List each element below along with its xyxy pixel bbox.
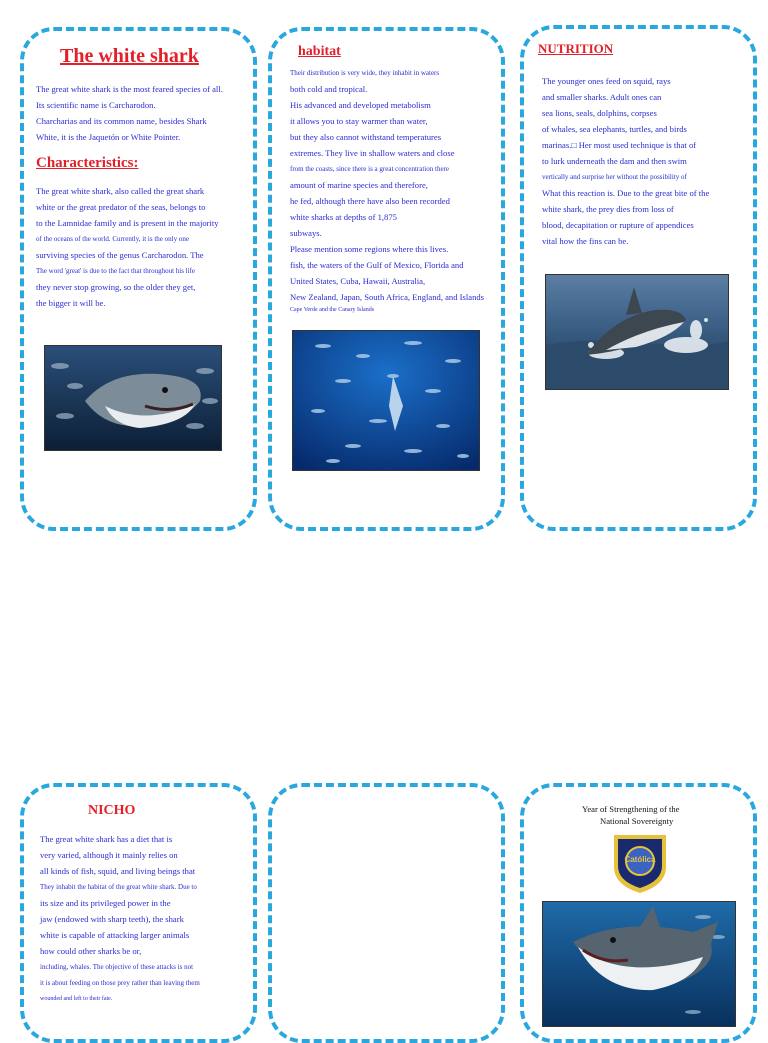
text-line: blood, decapitation or rupture of appendices [542, 220, 694, 230]
text-line: The younger ones feed on squid, rays [542, 76, 671, 86]
text-line: very varied, although it mainly relies on [40, 850, 178, 860]
panel-title: habitat [298, 44, 341, 59]
body-text [542, 73, 742, 249]
text-line: they never stop growing, so the older they get, [36, 282, 196, 292]
text-line: of whales, sea elephants, turtles, and birds [542, 124, 687, 134]
breach-photo [545, 274, 729, 390]
text-line: His advanced and developed metabolism [290, 100, 431, 110]
panel-habitat [268, 27, 505, 531]
text-line: jaw (endowed with sharp teeth), the shark [40, 914, 184, 924]
panel-title: NICHO [88, 803, 136, 818]
panel-empty [268, 783, 505, 1043]
text-line: vertically and surprise her without the possibility of [542, 173, 687, 181]
body-text [290, 65, 502, 315]
panel-title: NUTRITION [538, 41, 614, 56]
text-line: how could other sharks be or, [40, 946, 142, 956]
text-line: he fed, although there have also been recorded [290, 196, 450, 206]
text-line: the bigger it will be. [36, 298, 106, 308]
shark-closeup-image [45, 346, 222, 451]
panel-title: The white shark [60, 45, 199, 67]
text-line: They inhabit the habitat of the great white shark. Due to [40, 883, 197, 891]
panel-nicho [20, 783, 257, 1043]
text-line: all kinds of fish, squid, and living beings that [40, 866, 196, 876]
text-line: Its scientific name is Carcharodon. [36, 100, 156, 110]
text-line: to lurk underneath the dam and then swim [542, 156, 687, 166]
text-line: fish, the waters of the Gulf of Mexico, Florida and [290, 260, 464, 270]
cover-header [582, 803, 732, 827]
text-line: white sharks at depths of 1,875 [290, 212, 397, 222]
logo-text: Católica [624, 855, 656, 864]
underwater-school-image [293, 331, 480, 471]
text-line: its size and its privileged power in the [40, 898, 171, 908]
text-line: it is about feeding on those prey rather than leaving them [40, 979, 200, 987]
text-line: White, it is the Jaquetón or White Pointer. [36, 132, 181, 142]
text-line: United States, Cuba, Hawaii, Australia, [290, 276, 426, 286]
text-line: white shark, the prey dies from loss of [542, 204, 674, 214]
header-line-1: Year of Strengthening of the [582, 804, 680, 814]
text-line: Their distribution is very wide, they inhabit in waters [290, 69, 440, 77]
shark-photo [44, 345, 222, 451]
header-line-2: National Sovereignty [600, 816, 674, 826]
panel-cover [520, 783, 757, 1043]
text-line: from the coasts, since there is a great concentration there [290, 165, 449, 173]
text-line: extremes. They live in shallow waters and close [290, 148, 455, 158]
text-line: both cold and tropical. [290, 84, 368, 94]
text-line: vital how the fins can be. [542, 236, 629, 246]
text-line: but they also cannot withstand temperatures [290, 132, 442, 142]
school-logo [610, 831, 670, 895]
text-line: to the Lamnidae family and is present in the majority [36, 218, 219, 228]
text-line: white is capable of attacking larger animals [40, 930, 190, 940]
body-text [40, 831, 247, 1007]
breaching-shark-image [546, 275, 729, 390]
text-line: The great white shark, also called the great shark [36, 186, 205, 196]
school-photo [292, 330, 480, 471]
text-line: subways. [290, 228, 322, 238]
text-line: Please mention some regions where this lives. [290, 244, 449, 254]
panel-nutrition [520, 25, 757, 531]
text-line: surviving species of the genus Carcharodon. The [36, 250, 204, 260]
text-line: including, whales. The objective of these attacks is not [40, 963, 194, 971]
text-line: The great white shark has a diet that is [40, 834, 173, 844]
text-line: of the oceans of the world. Currently, it is the only one [36, 235, 189, 243]
body-text [36, 183, 246, 311]
text-line: The great white shark is the most feared species of all. [36, 84, 223, 94]
text-line: New Zealand, Japan, South Africa, England, and Islands [290, 292, 485, 302]
text-line: Cape Verde and the Canary Islands [290, 307, 375, 313]
text-line: wounded and left to their fate. [40, 996, 113, 1002]
text-line: sea lions, seals, dolphins, corpses [542, 108, 657, 118]
text-line: Charcharias and its common name, besides Shark [36, 116, 207, 126]
text-line: white or the great predator of the seas, belongs to [36, 202, 206, 212]
text-line: The word 'great' is due to the fact that throughout his life [36, 267, 196, 275]
shark-cover-photo [542, 901, 736, 1027]
text-line: What this reaction is. Due to the great bite of the [542, 188, 710, 198]
intro-text [36, 81, 242, 145]
great-white-shark-image [543, 902, 736, 1027]
section-heading: Characteristics: [36, 155, 139, 171]
text-line: amount of marine species and therefore, [290, 180, 428, 190]
text-line: and smaller sharks. Adult ones can [542, 92, 662, 102]
text-line: it allows you to stay warmer than water, [290, 116, 428, 126]
text-line: marinas.□ Her most used technique is that of [542, 140, 697, 150]
panel-white-shark [20, 27, 257, 531]
